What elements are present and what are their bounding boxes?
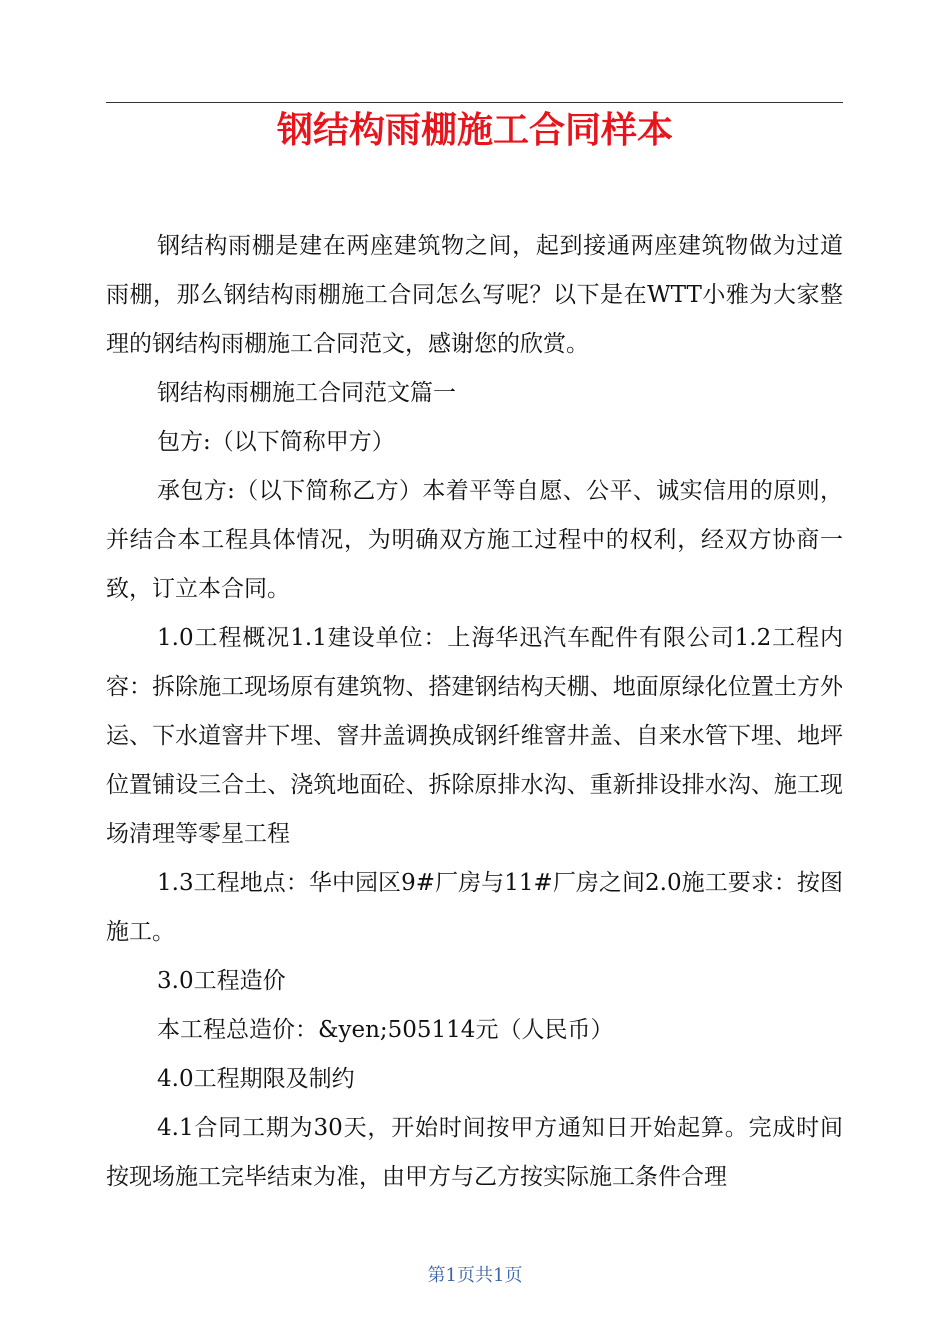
paragraph-party-a: 包方:（以下简称甲方） bbox=[157, 429, 395, 455]
paragraph-cost-heading: 3.0工程造价 bbox=[157, 968, 286, 994]
paragraph-contract-period: 4.1合同工期为30天，开始时间按甲方通知日开始起算。完成时间按现场施工完毕结束为准，由甲方与乙方按实际施工条件合理 bbox=[106, 1115, 843, 1190]
page-number: 第1页共1页 bbox=[427, 1265, 523, 1286]
header-rule bbox=[106, 102, 843, 103]
paragraph-section-heading: 钢结构雨棚施工合同范文篇一 bbox=[157, 380, 456, 406]
document-body bbox=[106, 222, 843, 1202]
paragraph-project-overview: 1.0工程概况1.1建设单位：上海华迅汽车配件有限公司1.2工程内容：拆除施工现场原有建筑物、搭建钢结构天棚、地面原绿化位置土方外运、下水道窨井下埋、窨井盖调换成钢纤维窨井盖、自来水管下埋、地坪位置铺设三合土、浇筑地面砼、拆除原排水沟、重新排设排水沟、施工现场清理等零星工程 bbox=[106, 625, 843, 847]
paragraph-party-b: 承包方:（以下简称乙方）本着平等自愿、公平、诚实信用的原则，并结合本工程具体情况，为明确双方施工过程中的权利，经双方协商一致，订立本合同。 bbox=[106, 478, 843, 602]
paragraph-intro: 钢结构雨棚是建在两座建筑物之间，起到接通两座建筑物做为过道雨棚，那么钢结构雨棚施工合同怎么写呢？以下是在WTT小雅为大家整理的钢结构雨棚施工合同范文，感谢您的欣赏。 bbox=[106, 233, 843, 357]
paragraph-project-location: 1.3工程地点：华中园区9#厂房与11#厂房之间2.0施工要求：按图施工。 bbox=[106, 870, 843, 945]
paragraph-total-cost: 本工程总造价：&yen;505114元（人民币） bbox=[157, 1017, 614, 1043]
paragraph-period-heading: 4.0工程期限及制约 bbox=[157, 1066, 355, 1092]
document-title: 钢结构雨棚施工合同样本 bbox=[276, 110, 673, 151]
